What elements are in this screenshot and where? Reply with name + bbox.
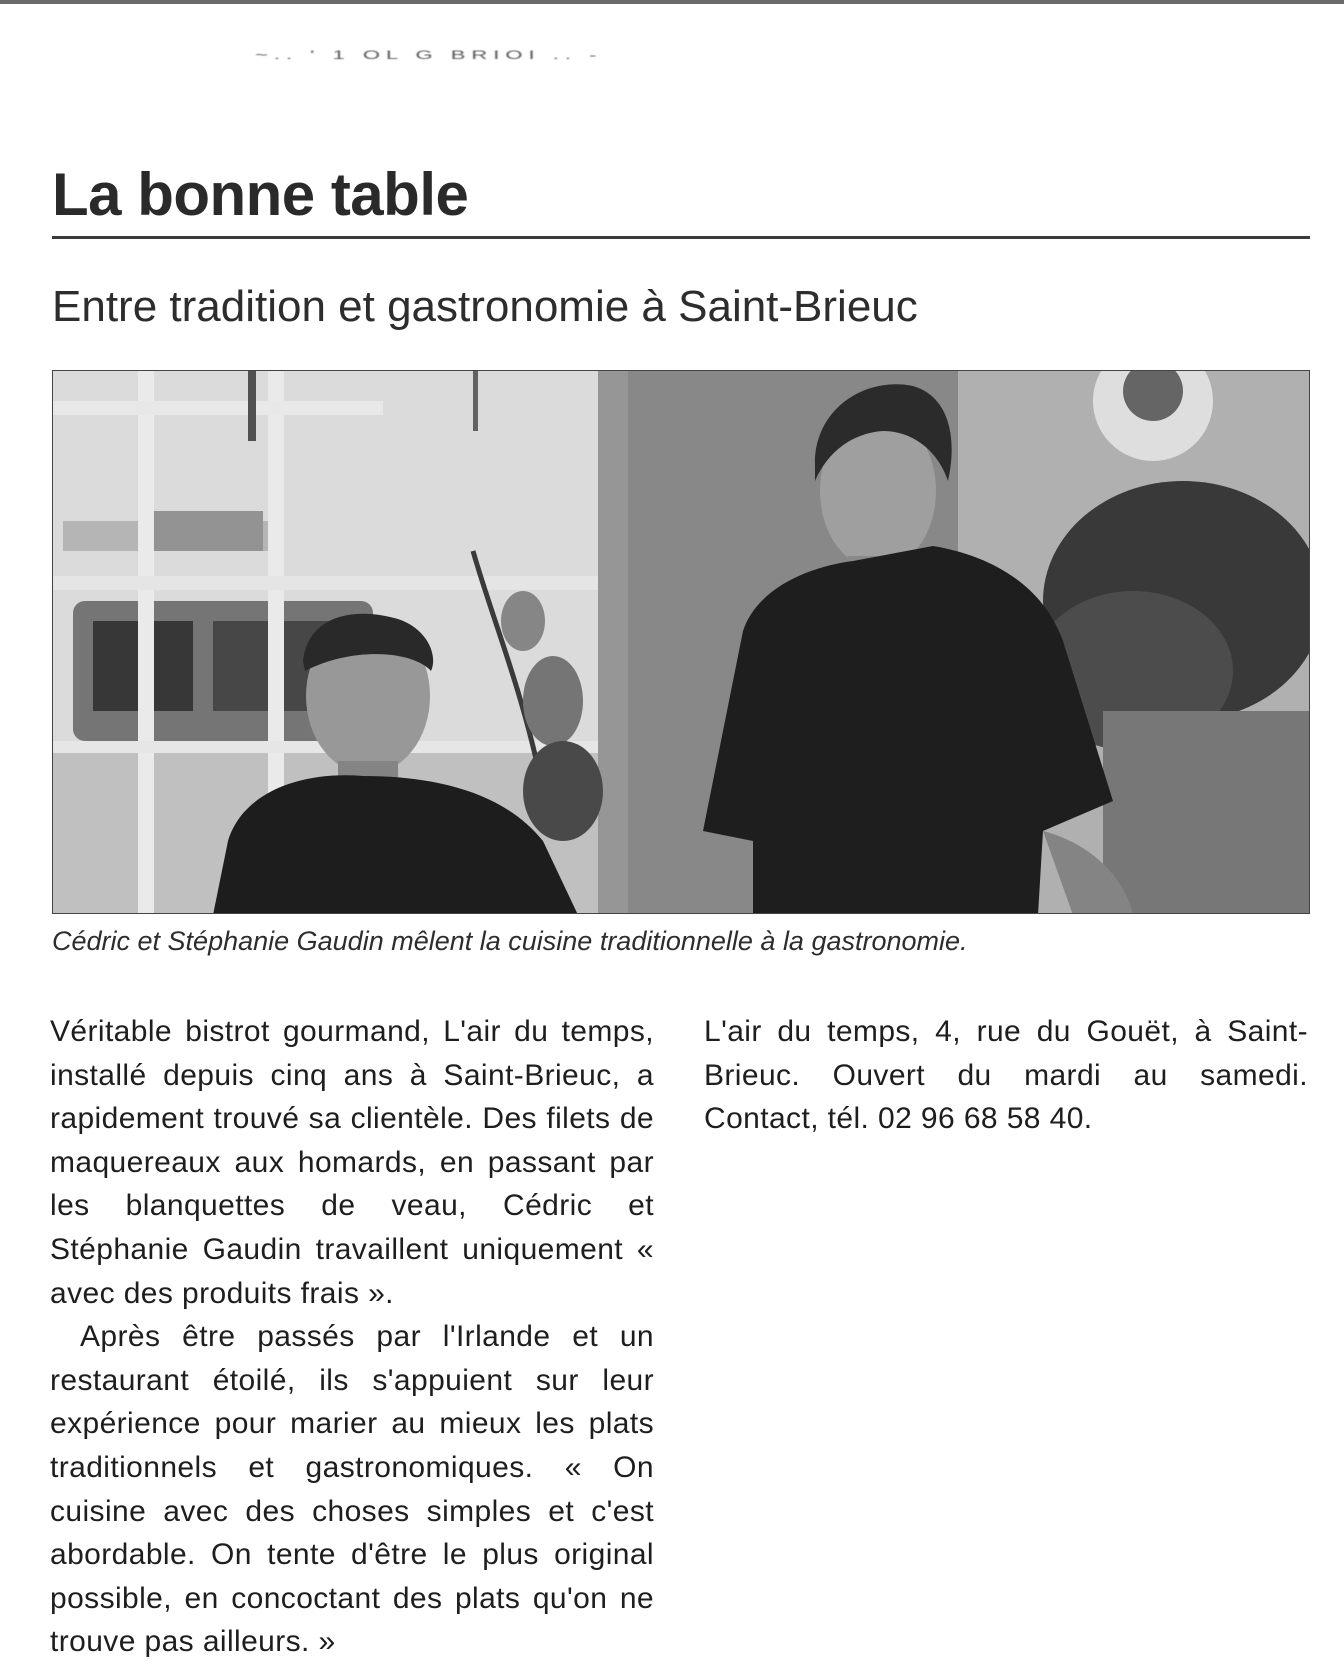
article-photo (52, 370, 1310, 914)
top-border (0, 0, 1344, 4)
article-paragraph-1: Véritable bistrot gourmand, L'air du temps, installé depuis cinq ans à Saint-Brieuc, a rapidement trouvé sa clientèle. Des filets de maquereaux aux homards, en passant par les blanquettes de veau, Cédric et Stéphanie Gaudin travaillent uniquement « avec des produits frais ». (50, 1015, 654, 1310)
photo-caption: Cédric et Stéphanie Gaudin mêlent la cuisine traditionnelle à la gastronomie. (52, 926, 968, 956)
title-rule (52, 236, 1310, 239)
article-headline: Entre tradition et gastronomie à Saint-Brieuc (52, 282, 918, 331)
article-paragraph-2 (50, 1315, 654, 1664)
article-column-right (704, 1010, 1308, 1141)
cropped-header-text: ~.. ' 1 OL G BRIOI .. - (255, 48, 603, 62)
article-paragraph-2-text: Après être passés par l'Irlande et un restaurant étoilé, ils s'appuient sur leur expérience pour marier au mieux les plats traditionnels et gastronomiques. « On cuisine avec des choses simples et c'est abordable. On tente d'être le plus original possible, en concoctant des plats qu'on ne trouve pas ailleurs. » (50, 1320, 654, 1659)
section-title: La bonne table (52, 161, 469, 228)
photo-of-chefs-icon (53, 371, 1310, 914)
article-column-left (50, 1010, 654, 1664)
restaurant-info: L'air du temps, 4, rue du Gouët, à Saint-Brieuc. Ouvert du mardi au samedi. Contact, tél. 02 96 68 58 40. (704, 1015, 1308, 1136)
